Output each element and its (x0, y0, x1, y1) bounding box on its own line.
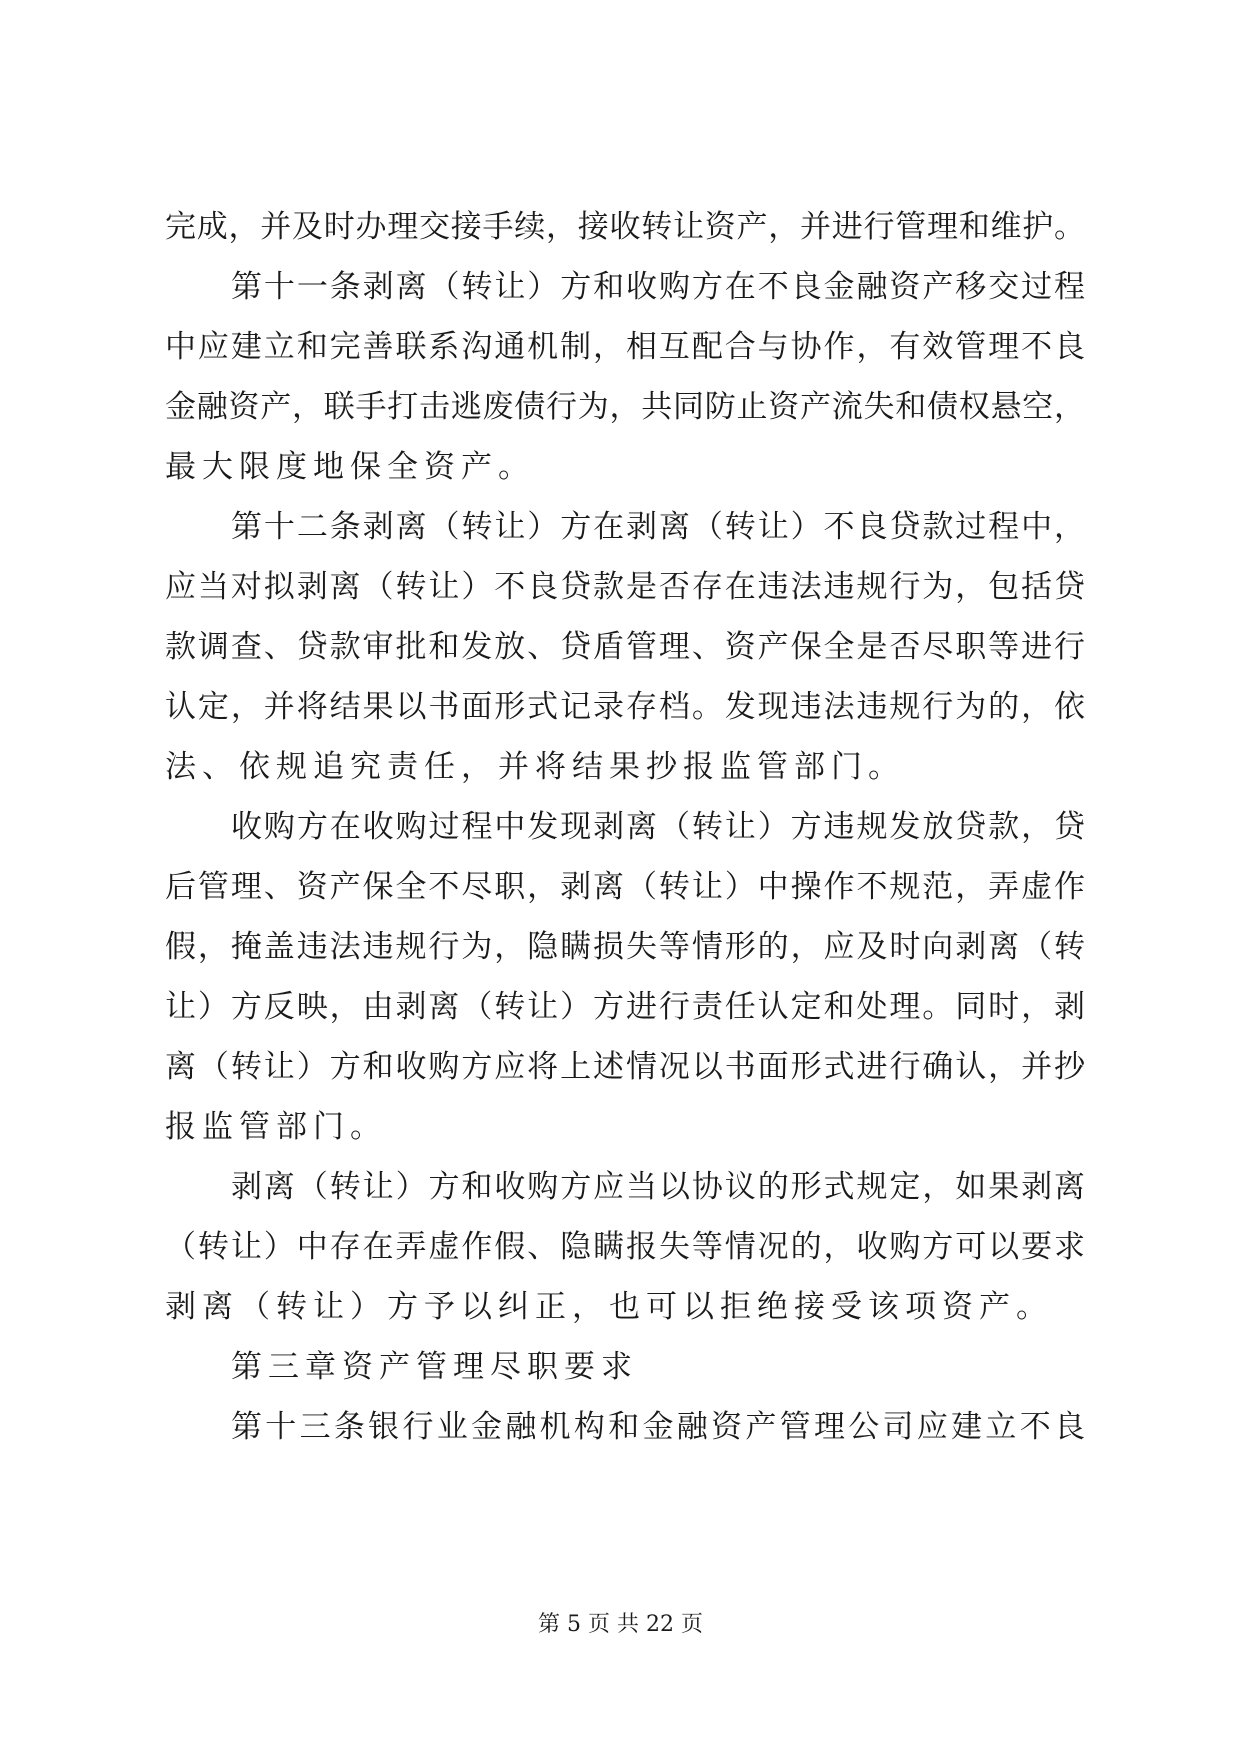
page-number-footer: 第 5 页 共 22 页 (538, 1612, 703, 1637)
body-line-18: （转让）中存在弄虚作假、隐瞒报失等情况的，收购方可以要求 (165, 1229, 1085, 1265)
body-line-7: 应当对拟剥离（转让）不良贷款是否存在违法违规行为，包括贷 (165, 569, 1085, 605)
body-line-1: 完成，并及时办理交接手续，接收转让资产，并进行管理和维护。 (165, 209, 1085, 245)
body-line-10: 法、依规追究责任，并将结果抄报监管部门。 (165, 749, 905, 785)
body-line-11: 收购方在收购过程中发现剥离（转让）方违规发放贷款，贷 (231, 809, 1085, 845)
body-line-21: 第十三条银行业金融机构和金融资产管理公司应建立不良 (231, 1409, 1085, 1445)
body-line-5: 最大限度地保全资产。 (165, 449, 535, 485)
body-line-15: 离（转让）方和收购方应将上述情况以书面形式进行确认，并抄 (165, 1049, 1085, 1085)
body-line-3: 中应建立和完善联系沟通机制，相互配合与协作，有效管理不良 (165, 329, 1085, 365)
body-line-17: 剥离（转让）方和收购方应当以协议的形式规定，如果剥离 (231, 1169, 1085, 1205)
body-line-9: 认定，并将结果以书面形式记录存档。发现违法违规行为的，依 (165, 689, 1085, 725)
body-line-14: 让）方反映，由剥离（转让）方进行责任认定和处理。同时，剥 (165, 989, 1085, 1025)
body-line-8: 款调查、贷款审批和发放、贷盾管理、资产保全是否尽职等进行 (165, 629, 1085, 665)
body-line-16: 报监管部门。 (165, 1109, 387, 1145)
body-line-6: 第十二条剥离（转让）方在剥离（转让）不良贷款过程中， (231, 509, 1085, 545)
chapter-heading: 第三章资产管理尽职要求 (231, 1349, 638, 1385)
body-line-19: 剥离（转让）方予以纠正，也可以拒绝接受该项资产。 (165, 1289, 1053, 1325)
body-line-2: 第十一条剥离（转让）方和收购方在不良金融资产移交过程 (231, 269, 1085, 305)
body-line-4: 金融资产，联手打击逃废债行为，共同防止资产流失和债权悬空， (165, 389, 1085, 425)
body-line-12: 后管理、资产保全不尽职，剥离（转让）中操作不规范，弄虚作 (165, 869, 1085, 905)
body-line-13: 假，掩盖违法违规行为，隐瞒损失等情形的，应及时向剥离（转 (165, 929, 1085, 965)
